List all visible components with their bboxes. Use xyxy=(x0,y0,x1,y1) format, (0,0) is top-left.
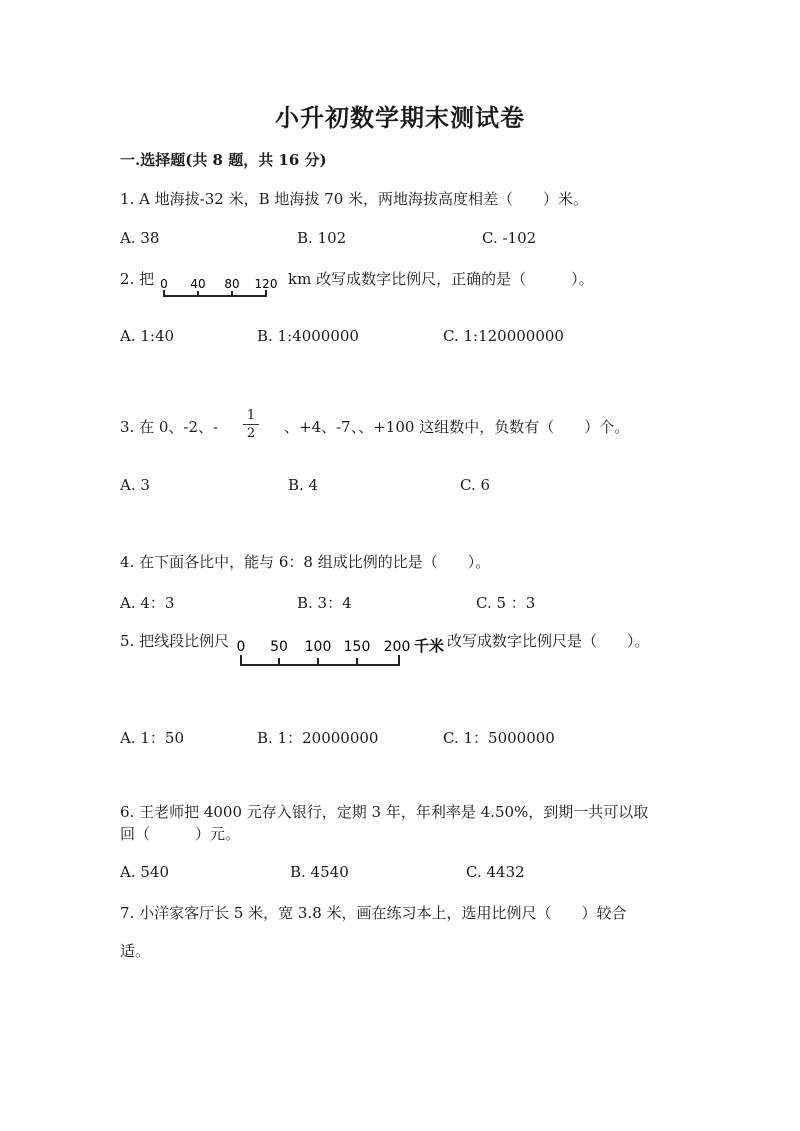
question-2-option-c: C. 1:120000000 xyxy=(443,327,564,345)
scale-label: 40 xyxy=(190,277,206,291)
fraction-one-half xyxy=(243,409,259,440)
question-1-option-a: A. 38 xyxy=(120,229,160,247)
question-4-option-c: C. 5 ：3 xyxy=(476,594,536,612)
section-heading: 一.选择题(共 8 题，共 16 分) xyxy=(120,151,327,169)
question-4-stem: 4. 在下面各比中，能与 6：8 组成比例的比是（ ）。 xyxy=(120,553,491,571)
scale-label: 200 xyxy=(383,639,411,655)
question-5-option-b: B. 1：20000000 xyxy=(257,729,379,747)
scale-label: 120 xyxy=(254,277,278,291)
question-2-option-a: A. 1:40 xyxy=(120,327,175,345)
question-3-stem-end: 、+4、-7、、+100 这组数中，负数有（ ）个。 xyxy=(284,418,630,436)
scale-label: 0 xyxy=(160,277,168,291)
question-4-option-a: A. 4：3 xyxy=(120,594,175,612)
scale-label: 100 xyxy=(304,639,332,655)
question-6-stem-line2: 回（ ）元。 xyxy=(120,825,241,843)
line-scale-bar-q5 xyxy=(232,636,444,670)
question-6-option-a: A. 540 xyxy=(120,863,169,881)
scale-label: 0 xyxy=(236,639,246,655)
question-1-option-b: B. 102 xyxy=(297,229,347,247)
scale-label: 80 xyxy=(224,277,240,291)
question-3-option-c: C. 6 xyxy=(460,476,491,494)
question-3-stem-start: 3. 在 0、-2、- xyxy=(120,418,219,436)
question-2-stem-start: 2. 把 xyxy=(120,270,155,288)
question-1-stem: 1. A 地海拔-32 米，B 地海拔 70 米，两地海拔高度相差（ ）米。 xyxy=(120,190,589,208)
question-2-stem-end: km 改写成数字比例尺，正确的是（ ）。 xyxy=(288,270,594,288)
question-6-option-c: C. 4432 xyxy=(466,863,525,881)
scale-label: 50 xyxy=(270,639,288,655)
question-1-option-c: C. -102 xyxy=(482,229,537,247)
question-6-option-b: B. 4540 xyxy=(290,863,349,881)
question-4-option-b: B. 3：4 xyxy=(297,594,352,612)
question-7-stem-line2: 适。 xyxy=(120,942,151,960)
line-scale-bar-q2 xyxy=(158,274,284,300)
question-5-option-c: C. 1：5000000 xyxy=(443,729,555,747)
page-title: 小升初数学期末测试卷 xyxy=(275,103,525,132)
question-5-stem-end: 改写成数字比例尺是（ ）。 xyxy=(447,632,650,650)
fraction-numerator: 1 xyxy=(246,408,256,423)
question-5-stem-start: 5. 把线段比例尺 xyxy=(120,632,230,650)
question-3-option-b: B. 4 xyxy=(288,476,319,494)
question-7-stem-line1: 7. 小洋家客厅长 5 米，宽 3.8 米，画在练习本上，选用比例尺（ ）较合 xyxy=(120,904,627,922)
question-2-option-b: B. 1:4000000 xyxy=(257,327,359,345)
question-3-option-a: A. 3 xyxy=(120,476,150,494)
scale-label: 150 xyxy=(343,639,371,655)
scale-unit: 千米 xyxy=(414,637,444,655)
question-6-stem-line1: 6. 王老师把 4000 元存入银行，定期 3 年，年利率是 4.50%，到期一共可以取 xyxy=(120,803,649,821)
question-5-option-a: A. 1：50 xyxy=(120,729,184,747)
fraction-denominator: 2 xyxy=(246,426,256,441)
